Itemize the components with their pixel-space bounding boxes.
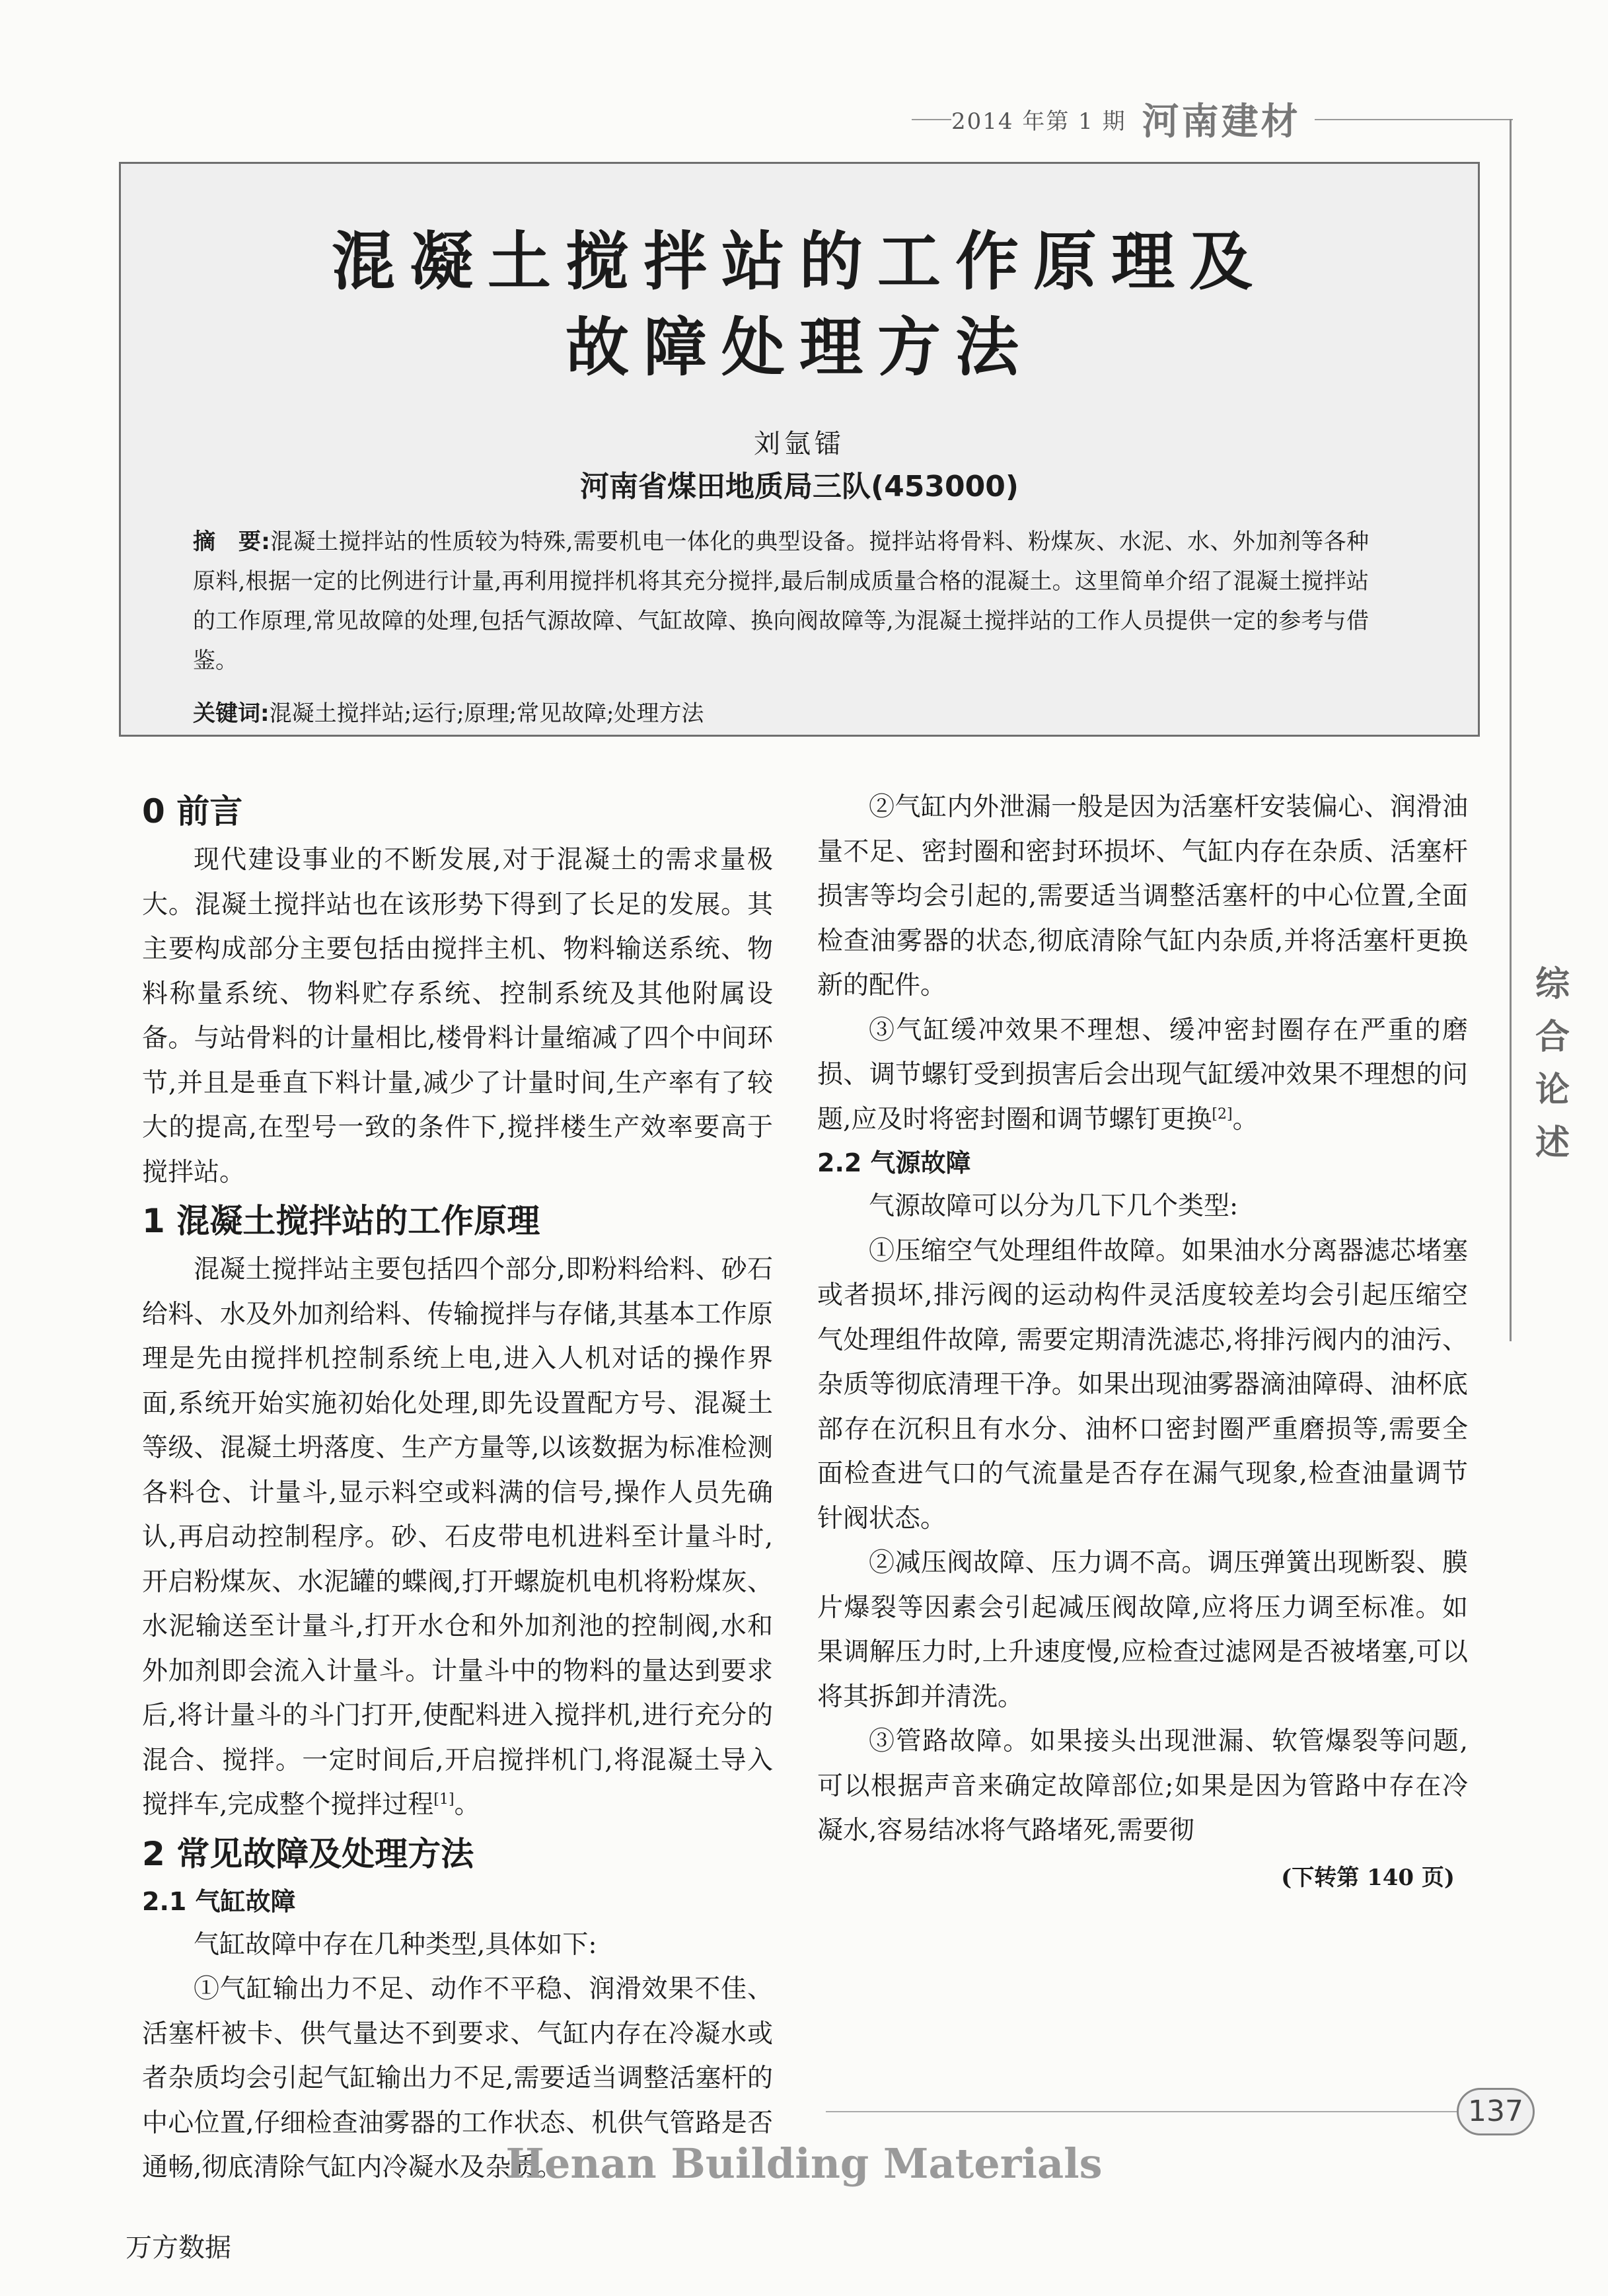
article-title-line-1: 混凝土搅拌站的工作原理及 [332,224,1267,299]
section-2-1-item-3 [817,1008,1468,1142]
section-1-heading: 1 混凝土搅拌站的工作原理 [142,1202,540,1240]
side-category-label [1519,958,1586,1169]
section-1-paragraph [142,1247,773,1828]
right-column [817,785,1468,1900]
side-label-char-1: 综 [1535,964,1570,1004]
header-rule-left [912,119,951,120]
author-name: 刘氩镭 [754,429,845,459]
footer-rule [826,2111,1457,2112]
section-2-1-intro: 气缸故障中存在几种类型,具体如下: [194,1929,597,1960]
citation-2: [2] [1212,1105,1233,1123]
page-margin-line [1510,119,1512,1341]
side-label-char-3: 论 [1535,1070,1570,1110]
section-2-2-heading: 2.2 气源故障 [817,1148,971,1177]
abstract-label: 摘 要: [193,529,270,555]
section-1-end: 。 [454,1790,480,1820]
section-0-heading: 0 前言 [142,792,243,831]
section-2-2-item-1: ①压缩空气处理组件故障。如果油水分离器滤芯堵塞或者损坏,排污阀的运动构件灵活度较差均会引起压缩空气处理组件故障, 需要定期清洗滤芯,将排污阀内的油污、杂质等彻底清理干净。如果出现油雾器滴油障碍、油杯底部存在沉积且有水分、油杯口密封圈严重磨损等,需要全面检查进气口的气流量是否存在漏气现象,检查油量调节针阀状态。 [817,1236,1468,1534]
section-2-2-intro: 气源故障可以分为几下几个类型: [869,1191,1239,1221]
side-label-char-2: 合 [1535,1017,1570,1057]
issue-number: 2014 年第 1 期 [951,108,1126,135]
keywords-text: 混凝土搅拌站;运行;原理;常见故障;处理方法 [269,700,704,727]
journal-english-name: Henan Building Materials [505,2139,1103,2188]
abstract [193,522,1369,681]
journal-header [951,93,1301,145]
continued-note: (下转第 140 页) [1281,1864,1455,1891]
section-2-1-heading: 2.1 气缸故障 [142,1886,296,1916]
article-title-line-2: 故障处理方法 [566,310,1033,385]
section-2-1-item-3-end: 。 [1232,1104,1259,1134]
left-column [142,785,773,2190]
section-2-1-item-2: ②气缸内外泄漏一般是因为活塞杆安装偏心、润滑油量不足、密封圈和密封环损坏、气缸内存在杂质、活塞杆损害等均会引起的,需要适当调整活塞杆的中心位置,全面检查油雾器的状态,彻底清除气缸内杂质,并将活塞杆更换新的配件。 [817,792,1468,1000]
author-affiliation: 河南省煤田地质局三队(453000) [580,470,1019,503]
side-label-char-4: 述 [1535,1123,1570,1163]
header-rule-right [1315,119,1513,120]
keywords-label: 关键词: [193,700,270,727]
abstract-text: 混凝土搅拌站的性质较为特殊,需要机电一体化的典型设备。搅拌站将骨料、粉煤灰、水泥、水、外加剂等各种原料,根据一定的比例进行计量,再利用搅拌机将其充分搅拌,最后制成质量合格的混凝土。这里简单介绍了混凝土搅拌站的工作原理,常见故障的处理,包括气源故障、气缸故障、换向阀故障等,为混凝土搅拌站的工作人员提供一定的参考与借鉴。 [193,529,1369,674]
journal-name: 河南建材 [1142,100,1301,143]
section-1-text: 混凝土搅拌站主要包括四个部分,即粉料给料、砂石给料、水及外加剂给料、传输搅拌与存储,其基本工作原理是先由搅拌机控制系统上电,进入人机对话的操作界面,系统开始实施初始化处理,即先设置配方号、混凝土等级、混凝土坍落度、生产方量等,以该数据为标准检测各料仓、计量斗,显示料空或料满的信号,操作人员先确认,再启动控制程序。砂、石皮带电机进料至计量斗时,开启粉煤灰、水泥罐的蝶阀,打开螺旋机电机将粉煤灰、水泥输送至计量斗,打开水仓和外加剂池的控制阀,水和外加剂即会流入计量斗。计量斗中的物料的量达到要求后,将计量斗的斗门打开,使配料进入搅拌机,进行充分的混合、搅拌。一定时间后,开启搅拌机门,将混凝土导入搅拌车,完成整个搅拌过程 [142,1255,773,1820]
section-2-2-item-2: ②减压阀故障、压力调不高。调压弹簧出现断裂、膜片爆裂等因素会引起减压阀故障,应将压力调至标准。如果调解压力时,上升速度慢,应检查过滤网是否被堵塞,可以将其拆卸并清洗。 [817,1548,1468,1712]
keywords [193,694,1369,733]
section-2-2-item-3: ③管路故障。如果接头出现泄漏、软管爆裂等问题,可以根据声音来确定故障部位;如果是因为管路中存在冷凝水,容易结冰将气路堵死,需要彻 [817,1726,1468,1845]
section-2-1-item-3-text: ③气缸缓冲效果不理想、缓冲密封圈存在严重的磨损、调节螺钉受到损害后会出现气缸缓冲效果不理想的问题,应及时将密封圈和调节螺钉更换 [817,1015,1468,1134]
citation-1: [1] [433,1791,455,1808]
page-number: 137 [1457,2088,1535,2135]
source-watermark: 万方数据 [126,2233,231,2263]
section-2-1-item-1: ①气缸输出力不足、动作不平稳、润滑效果不佳、活塞杆被卡、供气量达不到要求、气缸内存在冷凝水或者杂质均会引起气缸输出力不足,需要适当调整活塞杆的中心位置,仔细检查油雾器的工作状态、机供气管路是否通畅,彻底清除气缸内冷凝水及杂质。 [142,1974,773,2182]
section-0-paragraph: 现代建设事业的不断发展,对于混凝土的需求量极大。混凝土搅拌站也在该形势下得到了长足的发展。其主要构成部分主要包括由搅拌主机、物料输送系统、物料称量系统、物料贮存系统、控制系统及其他附属设备。与站骨料的计量相比,楼骨料计量缩减了四个中间环节,并且是垂直下料计量,减少了计量时间,生产率有了较大的提高,在型号一致的条件下,搅拌楼生产效率要高于搅拌站。 [142,845,773,1187]
section-2-heading: 2 常见故障及处理方法 [142,1834,474,1873]
